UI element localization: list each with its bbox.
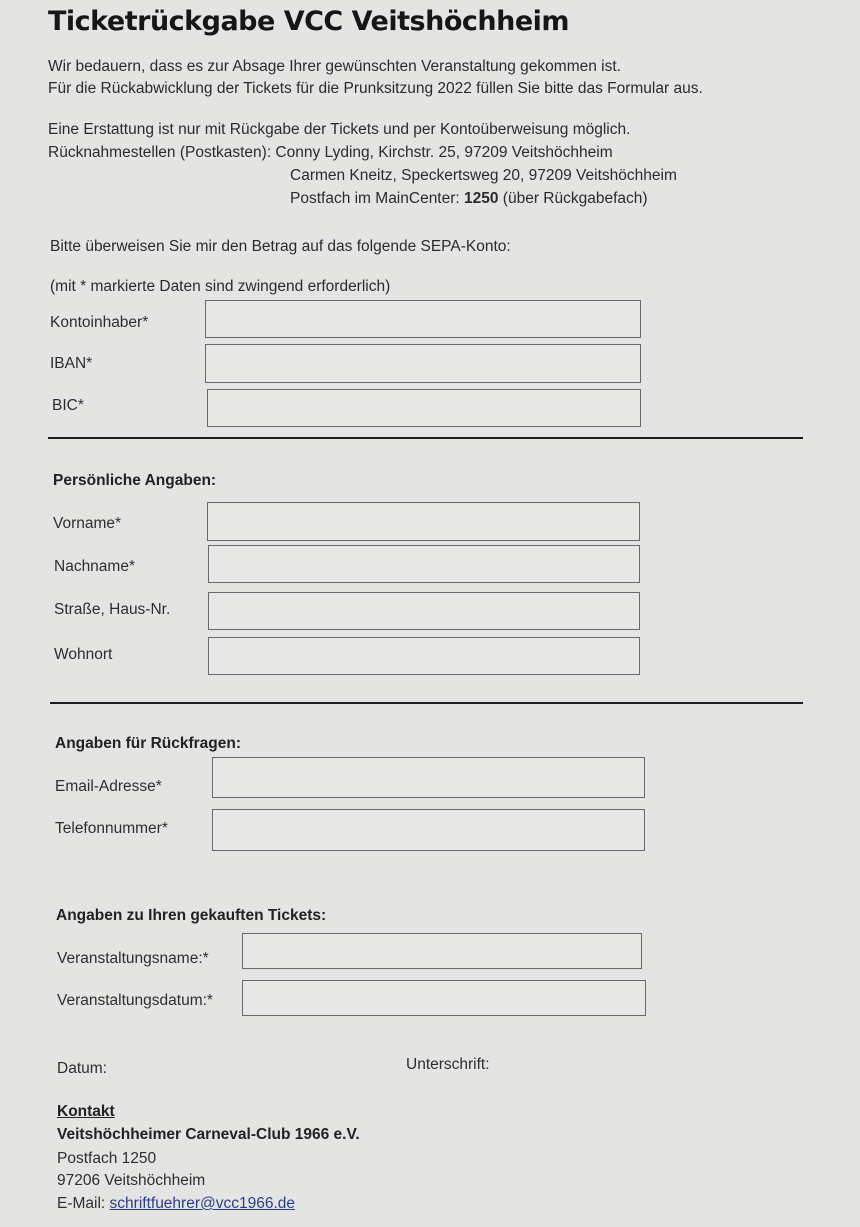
page-title: Ticketrückgabe VCC Veitshöchheim [48, 6, 570, 37]
bic-label: BIC* [52, 397, 84, 414]
date-label: Datum: [57, 1060, 107, 1077]
account-holder-input[interactable] [205, 300, 641, 338]
footer-org: Veitshöchheimer Carneval-Club 1966 e.V. [57, 1126, 360, 1143]
firstname-label: Vorname* [53, 515, 122, 532]
email-label: Email-Adresse* [55, 778, 162, 795]
tickets-heading: Angaben zu Ihren gekauften Tickets: [56, 907, 327, 924]
event-date-input[interactable] [242, 980, 646, 1016]
event-name-label: Veranstaltungsname:* [57, 950, 209, 967]
phone-input[interactable] [212, 809, 645, 851]
refund-line-2: Rücknahmestellen (Postkasten): Conny Lyding, Kirchstr. 25, 97209 Veitshöchheim [48, 144, 613, 161]
footer-city: 97206 Veitshöchheim [57, 1172, 206, 1189]
street-label: Straße, Haus-Nr. [54, 601, 171, 618]
refund-line-4-pre: Postfach im MainCenter: [290, 190, 465, 207]
required-note: (mit * markierte Daten sind zwingend erforderlich) [50, 278, 391, 295]
firstname-input[interactable] [207, 502, 640, 541]
lastname-label: Nachname* [54, 558, 135, 575]
refund-line-4 [290, 190, 648, 208]
city-label: Wohnort [54, 646, 113, 663]
footer-heading: Kontakt [57, 1103, 115, 1120]
iban-label: IBAN* [50, 355, 93, 372]
refund-line-4-post: (über Rückgabefach) [498, 190, 648, 207]
footer-postbox: Postfach 1250 [57, 1150, 157, 1167]
refund-line-1: Eine Erstattung ist nur mit Rückgabe der Tickets und per Kontoüberweisung möglich. [48, 121, 631, 138]
iban-input[interactable] [205, 344, 641, 383]
footer-email-label: E-Mail: [57, 1195, 110, 1212]
intro-line-1: Wir bedauern, dass es zur Absage Ihrer gewünschten Veranstaltung gekommen ist. [48, 58, 621, 75]
postbox-number: 1250 [464, 190, 499, 207]
refund-line-3: Carmen Kneitz, Speckertsweg 20, 97209 Veitshöchheim [290, 167, 677, 184]
email-input[interactable] [212, 757, 645, 798]
lastname-input[interactable] [208, 545, 640, 583]
sepa-instruction: Bitte überweisen Sie mir den Betrag auf das folgende SEPA-Konto: [50, 238, 511, 255]
phone-label: Telefonnummer* [55, 820, 168, 837]
signature-label: Unterschrift: [406, 1056, 490, 1073]
intro-line-2: Für die Rückabwicklung der Tickets für die Prunksitzung 2022 füllen Sie bitte das Formular aus. [48, 80, 703, 97]
event-name-input[interactable] [242, 933, 642, 969]
section-divider [48, 437, 803, 439]
footer-email-link[interactable]: schriftfuehrer@vcc1966.de [109, 1195, 296, 1212]
street-input[interactable] [208, 592, 640, 630]
account-holder-label: Kontoinhaber* [50, 314, 149, 331]
city-input[interactable] [208, 637, 640, 675]
bic-input[interactable] [207, 389, 641, 427]
event-date-label: Veranstaltungsdatum:* [57, 992, 213, 1009]
personal-heading: Persönliche Angaben: [53, 472, 217, 489]
section-divider [50, 702, 803, 704]
footer-email-line [57, 1195, 295, 1213]
contact-heading: Angaben für Rückfragen: [55, 735, 242, 752]
